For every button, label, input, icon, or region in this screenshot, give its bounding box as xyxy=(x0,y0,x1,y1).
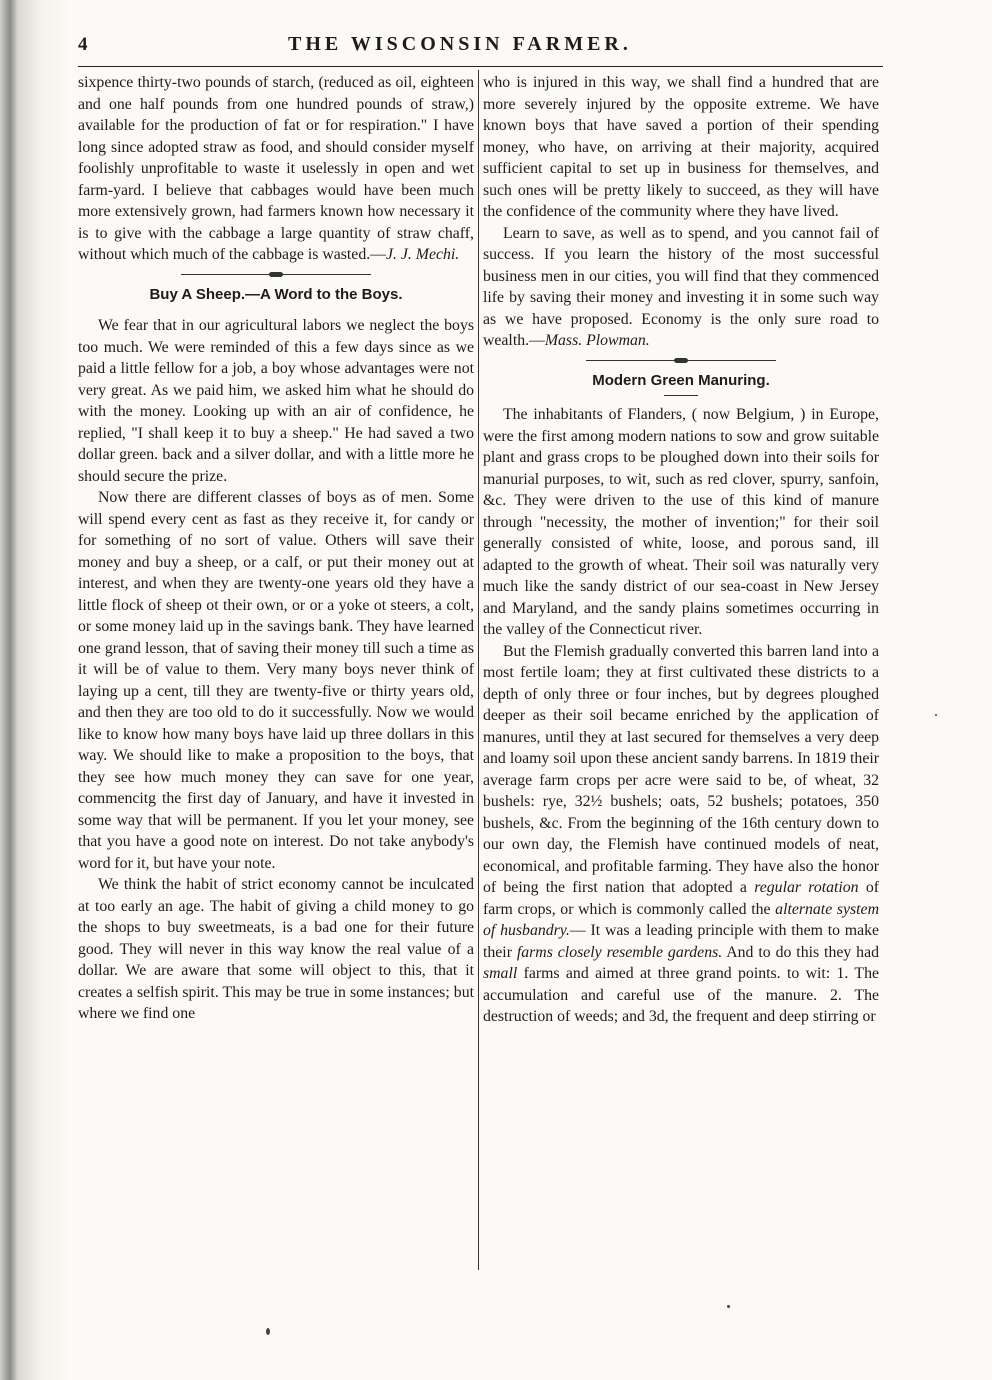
section-ornament xyxy=(586,358,776,364)
page-binding-edge xyxy=(0,0,70,1380)
paragraph-text: Learn to save, as well as to spend, and you cannot fail of success. If you learn the history of the most successful business men in our cities, you will find that they commenced life by saving their money and investing it in some such way as we have proposed. Economy is the only sure road to wealth.— xyxy=(483,224,879,349)
page-header xyxy=(78,30,883,70)
paragraph: Now there are different classes of boys as of men. Some will spend every cent as fast as they receive it, for candy or for something of no sort of value. Others will save their money and buy a sheep, or a calf, or put their money out at interest, and when they are twenty-one years old they have a little flock of sheep ot their own, or or a yoke ot steers, a colt, or some money laid up in the savings bank. They have learned one grand lesson, that of saving their money till such a time as it will be of value to them. Very many boys never think of laying up a cent, till they are twenty-five or thirty years old, and then they are too old to do it successfully. Now we would like to know how many boys have laid up three dollars in this way. We should like to make a proposition to the boys, that they see how much money they can save for one year, commencitg the first day of January, and have it invested in some way that will be permanent. If you let your money, see that you have a good note on interest. Do not take anybody's word for it, but have your note. xyxy=(78,489,474,872)
right-column xyxy=(483,72,879,1028)
article-title: Modern Green Manuring. xyxy=(592,371,770,389)
paragraph-text: of farm crops, or which is commonly called the xyxy=(483,879,880,918)
column-divider xyxy=(478,70,479,1270)
article-title: Buy A Sheep.—A Word to the Boys. xyxy=(149,285,403,303)
paragraph-text: farms and aimed at three grand points. to wit: 1. The accumulation and careful use of the manure. 2. The destruction of weeds; and 3d, the frequent and deep stirring or xyxy=(483,965,879,1025)
emphasis-text: small xyxy=(483,965,518,982)
paragraph: We think the habit of strict economy cannot be inculcated at too early an age. The habit of giving a child money to go the shops to buy sweetmeats, is a bad one for their future good. They will never in this way know the real value of a dollar. We are aware that some will object to this, that it creates a selfish spirit. This may be true in some instances; but where we find one xyxy=(78,876,474,1022)
continued-paragraph xyxy=(78,72,474,266)
emphasis-text: farms closely resemble gardens. xyxy=(516,943,723,961)
section-ornament xyxy=(181,272,371,278)
title-underline xyxy=(664,395,698,396)
paragraph xyxy=(483,641,879,1028)
running-title: THE WISCONSIN FARMER. xyxy=(288,33,632,55)
source-signature: Mass. Plowman. xyxy=(544,332,650,349)
paragraph: The inhabitants of Flanders, ( now Belgium, ) in Europe, were the first among modern nations to sow and grow suitable plant and grass crops to be ploughed down into their soils for manurial purposes, to wit, such as red clover, spurry, sanfoin, &c. They were driven to the use of this kind of manure through "necessity, the mother of invention;" for their soil generally consisted of white, loose, and porous sand, ill adapted to the growth of wheat. Their soil was naturally very much like the sandy district of our sea-coast in New Jersey and Maryland, and the sandy plains sometimes occurring in the valley of the Connecticut river. xyxy=(483,406,879,638)
continued-paragraph-text: sixpence thirty-two pounds of starch, (reduced as oil, eighteen and one half pounds from one hundred pounds of straw,) available for the production of fat or for respiration." I have long since adopted straw as food, and should consider myself foolishly unprofitable to waste it uselessly in open and wet farm-yard. I believe that cabbages would have been much more extensively grown, had farmers known how necessary it is to give with the cabbage a large quantity of straw chaff, without which much of the cabbage is wasted.— xyxy=(78,74,474,263)
paragraph: who is injured in this way, we shall find a hundred that are more severely injured by the opposite extreme. We have known boys that have saved a portion of their spending money, who have, on arriving at their majority, acquired sufficient capital to set up in business for themselves, and such ones will be pretty likely to succeed, as they will have the confidence of the community where they have lived. xyxy=(483,74,879,220)
author-signature: J. J. Mechi. xyxy=(385,246,460,263)
paragraph: We fear that in our agricultural labors we neglect the boys too much. We were reminded of this a few days since as we paid a little fellow for a job, a boy whose advantages were not very great. As we paid him, we asked him what he should do with the money. Looking up with an air of confidence, he replied, "I shall keep it to buy a sheep." He had saved a two dollar green. back and a silver dollar, and with a little more he should secure the prize. xyxy=(78,317,474,485)
page-number: 4 xyxy=(78,34,89,55)
left-column xyxy=(78,72,474,1025)
paragraph-text: And to do this they had xyxy=(722,943,879,961)
paragraph xyxy=(483,223,879,352)
paragraph-text: — It was a leading principle with them to make their xyxy=(483,922,879,961)
header-rule xyxy=(78,66,883,67)
emphasis-text: alternate system of husbandry. xyxy=(483,900,879,939)
emphasis-text: regular rotation xyxy=(754,879,859,896)
paragraph-text: But the Flemish gradually converted this barren land into a most fertile loam; they at first cultivated these districts to a depth of only three or four inches, but by degrees ploughed deeper as their soil became enriched by the application of manures, until they at last secured for themselves a very deep and loamy soil upon these ancient sandy barrens. In 1819 their average farm crops per acre were said to be, of wheat, 32 bushels: rye, 32½ bushels; oats, 52 bushels; potatoes, 350 bushels, &c. From the beginning of the 16th century down to our own day, the Flemish have continued models of neat, economical, and profitable farming. They have also the honor of being the first nation that adopted a xyxy=(483,642,879,896)
